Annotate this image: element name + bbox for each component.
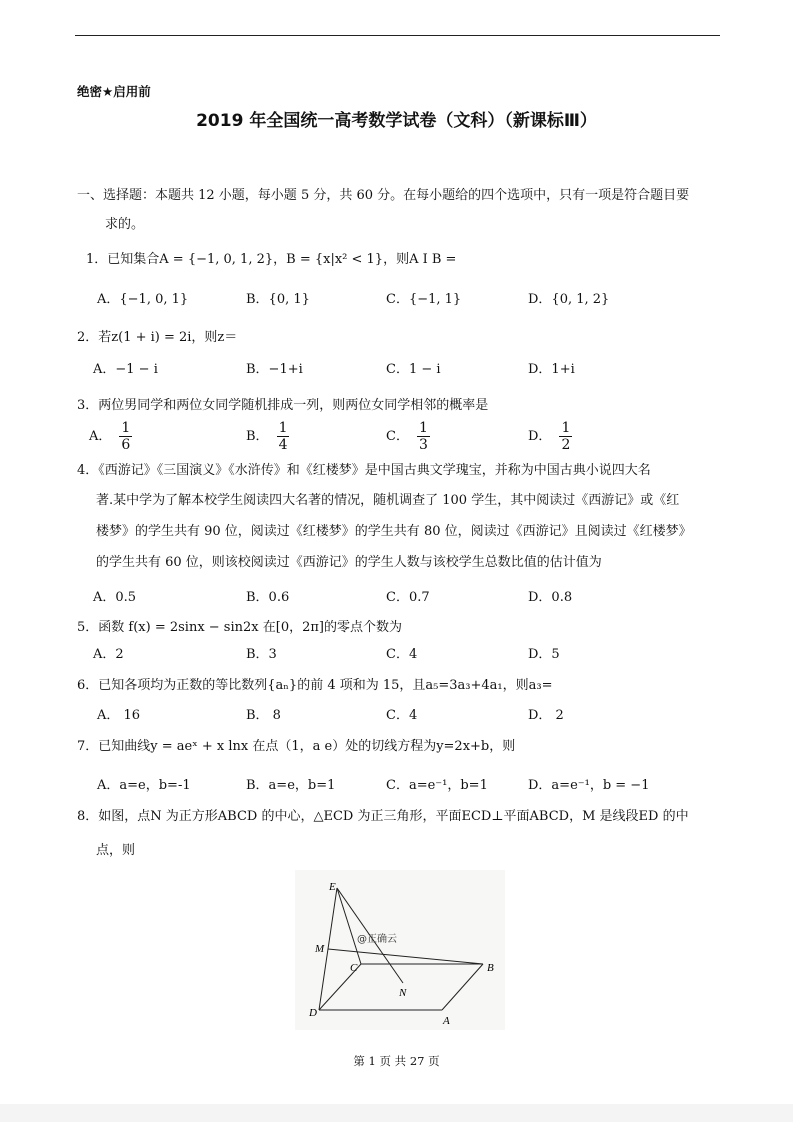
question-7-stem: 7．已知曲线y = aeˣ + x lnx 在点（1，a e）处的切线方程为y=2x+b，则 <box>77 739 516 754</box>
section-heading-line1: 一、选择题：本题共 12 小题，每小题 5 分，共 60 分。在每小题给的四个选项中，只有一项是符合题目要 <box>77 188 690 203</box>
question-8-line2: 点，则 <box>96 843 136 858</box>
q3-option-b-letter: B． <box>246 429 269 444</box>
page-title: 2019 年全国统一高考数学试卷（文科）（新课标Ⅲ） <box>196 111 597 131</box>
geometry-figure <box>295 870 505 1030</box>
secret-label: 绝密★启用前 <box>77 84 151 99</box>
q3-option-d-fraction <box>559 420 572 453</box>
q5-option-d: D．5 <box>528 647 560 662</box>
fraction-numerator: 1 <box>278 420 288 436</box>
q7-option-c: C．a=e⁻¹，b=1 <box>386 778 488 793</box>
fraction-denominator: 3 <box>418 437 428 453</box>
label-M: M <box>315 943 325 955</box>
q3-option-b-fraction <box>277 420 290 453</box>
edge-AB <box>442 964 483 1010</box>
fraction-numerator: 1 <box>418 420 428 436</box>
q5-option-a: A．2 <box>93 647 124 662</box>
q6-option-b: B． 8 <box>246 708 281 723</box>
q3-option-b <box>246 420 289 453</box>
q6-option-a: A． 16 <box>97 708 141 723</box>
page-footer: 第 1 页 共 27 页 <box>353 1054 440 1068</box>
label-A: A <box>443 1015 450 1027</box>
q4-option-b: B．0.6 <box>246 590 290 605</box>
question-5-stem: 5．函数 f(x) = 2sinx − sin2x 在[0，2π]的零点个数为 <box>77 620 402 635</box>
question-8-line1: 8．如图，点N 为正方形ABCD 的中心，△ECD 为正三角形，平面ECD⊥平面ABCD，M 是线段ED 的中 <box>77 809 689 824</box>
q7-option-b: B．a=e，b=1 <box>246 778 336 793</box>
q7-option-d: D．a=e⁻¹，b = −1 <box>528 778 650 793</box>
label-D: D <box>309 1007 317 1019</box>
fraction-numerator: 1 <box>121 420 131 436</box>
q6-option-c: C．4 <box>386 708 418 723</box>
q6-option-d: D． 2 <box>528 708 564 723</box>
q3-option-c-letter: C． <box>386 429 409 444</box>
q4-option-c: C．0.7 <box>386 590 430 605</box>
question-4-line1: 4．《西游记》《三国演义》《水浒传》和《红楼梦》是中国古典文学瑰宝，并称为中国古典小说四大名 <box>77 463 651 478</box>
question-1-stem: 1．已知集合A = {−1, 0, 1, 2}，B = {x|x² < 1}，则A I B = <box>86 252 457 267</box>
q1-option-d: D．{0, 1, 2} <box>528 292 610 307</box>
q5-option-b: B．3 <box>246 647 277 662</box>
question-6-stem: 6．已知各项均为正数的等比数列{aₙ}的前 4 项和为 15，且a₅=3a₃+4a₁，则a₃= <box>77 678 553 693</box>
fraction-denominator: 2 <box>561 437 571 453</box>
q3-option-d-letter: D． <box>528 429 552 444</box>
question-4-line3: 楼梦》的学生共有 90 位，阅读过《红楼梦》的学生共有 80 位，阅读过《西游记》且阅读过《红楼梦》 <box>96 524 692 539</box>
question-2-stem: 2．若z(1 + i) = 2i，则z＝ <box>77 330 238 345</box>
q3-option-c-fraction <box>417 420 430 453</box>
q3-option-c <box>386 420 430 453</box>
q3-option-a-fraction <box>119 420 132 453</box>
question-4-line4: 的学生共有 60 位，则该校阅读过《西游记》的学生人数与该校学生总数比值的估计值为 <box>96 555 602 570</box>
q3-option-a-letter: A． <box>89 429 112 444</box>
fraction-denominator: 4 <box>278 437 288 453</box>
top-rule <box>75 35 720 36</box>
label-C: C <box>350 962 358 974</box>
question-4-line2: 著.某中学为了解本校学生阅读四大名著的情况，随机调查了 100 学生，其中阅读过《西游记》或《红 <box>96 493 680 508</box>
label-E: E <box>329 881 336 893</box>
q3-option-a <box>89 420 132 453</box>
q2-option-a: A．−1 − i <box>93 362 158 377</box>
q2-option-c: C．1 − i <box>386 362 441 377</box>
q5-option-c: C．4 <box>386 647 418 662</box>
question-3-stem: 3．两位男同学和两位女同学随机排成一列，则两位女同学相邻的概率是 <box>77 398 489 413</box>
q1-option-a: A．{−1, 0, 1} <box>97 292 189 307</box>
edge-EC <box>337 888 361 964</box>
fraction-numerator: 1 <box>561 420 571 436</box>
fraction-denominator: 6 <box>121 437 131 453</box>
q1-option-b: B．{0, 1} <box>246 292 310 307</box>
label-B: B <box>487 962 494 974</box>
label-N: N <box>399 987 407 999</box>
q4-option-a: A．0.5 <box>93 590 137 605</box>
q4-option-d: D．0.8 <box>528 590 573 605</box>
geometry-figure-svg <box>295 870 505 1030</box>
q2-option-d: D．1+i <box>528 362 575 377</box>
q2-option-b: B．−1+i <box>246 362 303 377</box>
watermark-text: @正确云 <box>357 934 397 945</box>
section-heading-line2: 求的。 <box>105 217 145 232</box>
q1-option-c: C．{−1, 1} <box>386 292 462 307</box>
q7-option-a: A．a=e，b=-1 <box>97 778 191 793</box>
q3-option-d <box>528 420 572 453</box>
bottom-band <box>0 1104 793 1122</box>
